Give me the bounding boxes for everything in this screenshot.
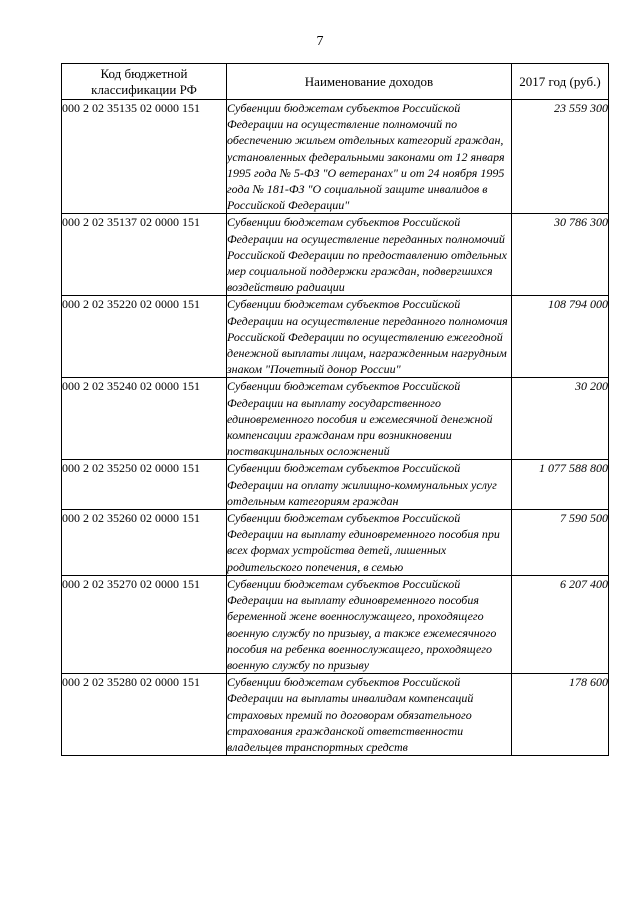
table-row bbox=[62, 575, 609, 673]
table-row bbox=[62, 460, 609, 510]
table-row bbox=[62, 100, 609, 214]
page-number: 7 bbox=[316, 34, 324, 49]
header-name: Наименование доходов bbox=[227, 64, 512, 100]
amount: 6 207 400 bbox=[512, 575, 609, 673]
amount: 30 200 bbox=[512, 378, 609, 460]
table-header-row bbox=[62, 64, 609, 100]
amount: 23 559 300 bbox=[512, 100, 609, 214]
revenue-name: Субвенции бюджетам субъектов Российской Федерации на осуществление полномочий по обеспечению жильем отдельных категорий граждан, установленных федеральными законами от 12 января 1995 года № 5-ФЗ "О ветеранах" и от 24 ноября 1995 года № 181-ФЗ "О социальной защите инвалидов в Российской Федерации" bbox=[227, 100, 512, 214]
budget-code: 000 2 02 35270 02 0000 151 bbox=[62, 575, 227, 673]
revenue-name: Субвенции бюджетам субъектов Российской Федерации на выплату единовременного пособия беременной жене военнослужащего, проходящего военную службу по призыву, а также ежемесячного пособия на ребенка военнослужащего, проходящего военную службу по призыву bbox=[227, 575, 512, 673]
amount: 178 600 bbox=[512, 674, 609, 756]
table-row bbox=[62, 674, 609, 756]
budget-code: 000 2 02 35137 02 0000 151 bbox=[62, 214, 227, 296]
revenue-name: Субвенции бюджетам субъектов Российской Федерации на выплату единовременного пособия при всех формах устройства детей, лишенных родительского попечения, в семью bbox=[227, 510, 512, 576]
budget-code: 000 2 02 35280 02 0000 151 bbox=[62, 674, 227, 756]
budget-code: 000 2 02 35135 02 0000 151 bbox=[62, 100, 227, 214]
amount: 7 590 500 bbox=[512, 510, 609, 576]
amount: 30 786 300 bbox=[512, 214, 609, 296]
budget-code: 000 2 02 35250 02 0000 151 bbox=[62, 460, 227, 510]
revenue-table bbox=[61, 63, 609, 756]
header-code: Код бюджетной классификации РФ bbox=[62, 64, 227, 100]
amount: 108 794 000 bbox=[512, 296, 609, 378]
table-row bbox=[62, 214, 609, 296]
table-row bbox=[62, 510, 609, 576]
revenue-name: Субвенции бюджетам субъектов Российской Федерации на осуществление переданных полномочий Российской Федерации по предоставлению отдельных мер социальной поддержки граждан, подвергшихся воздействию радиации bbox=[227, 214, 512, 296]
table-row bbox=[62, 378, 609, 460]
table-row bbox=[62, 296, 609, 378]
header-amount: 2017 год (руб.) bbox=[512, 64, 609, 100]
revenue-name: Субвенции бюджетам субъектов Российской Федерации на выплаты инвалидам компенсаций страховых премий по договорам обязательного страхования гражданской ответственности владельцев транспортных средств bbox=[227, 674, 512, 756]
revenue-name: Субвенции бюджетам субъектов Российской Федерации на осуществление переданного полномочия Российской Федерации по осуществлению ежегодной денежной выплаты лицам, награжденным нагрудным знаком "Почетный донор России" bbox=[227, 296, 512, 378]
budget-code: 000 2 02 35240 02 0000 151 bbox=[62, 378, 227, 460]
budget-code: 000 2 02 35260 02 0000 151 bbox=[62, 510, 227, 576]
amount: 1 077 588 800 bbox=[512, 460, 609, 510]
budget-code: 000 2 02 35220 02 0000 151 bbox=[62, 296, 227, 378]
revenue-name: Субвенции бюджетам субъектов Российской Федерации на выплату государственного единовременного пособия и ежемесячной денежной компенсации гражданам при возникновении поствакцинальных осложнений bbox=[227, 378, 512, 460]
revenue-name: Субвенции бюджетам субъектов Российской Федерации на оплату жилищно-коммунальных услуг отдельным категориям граждан bbox=[227, 460, 512, 510]
